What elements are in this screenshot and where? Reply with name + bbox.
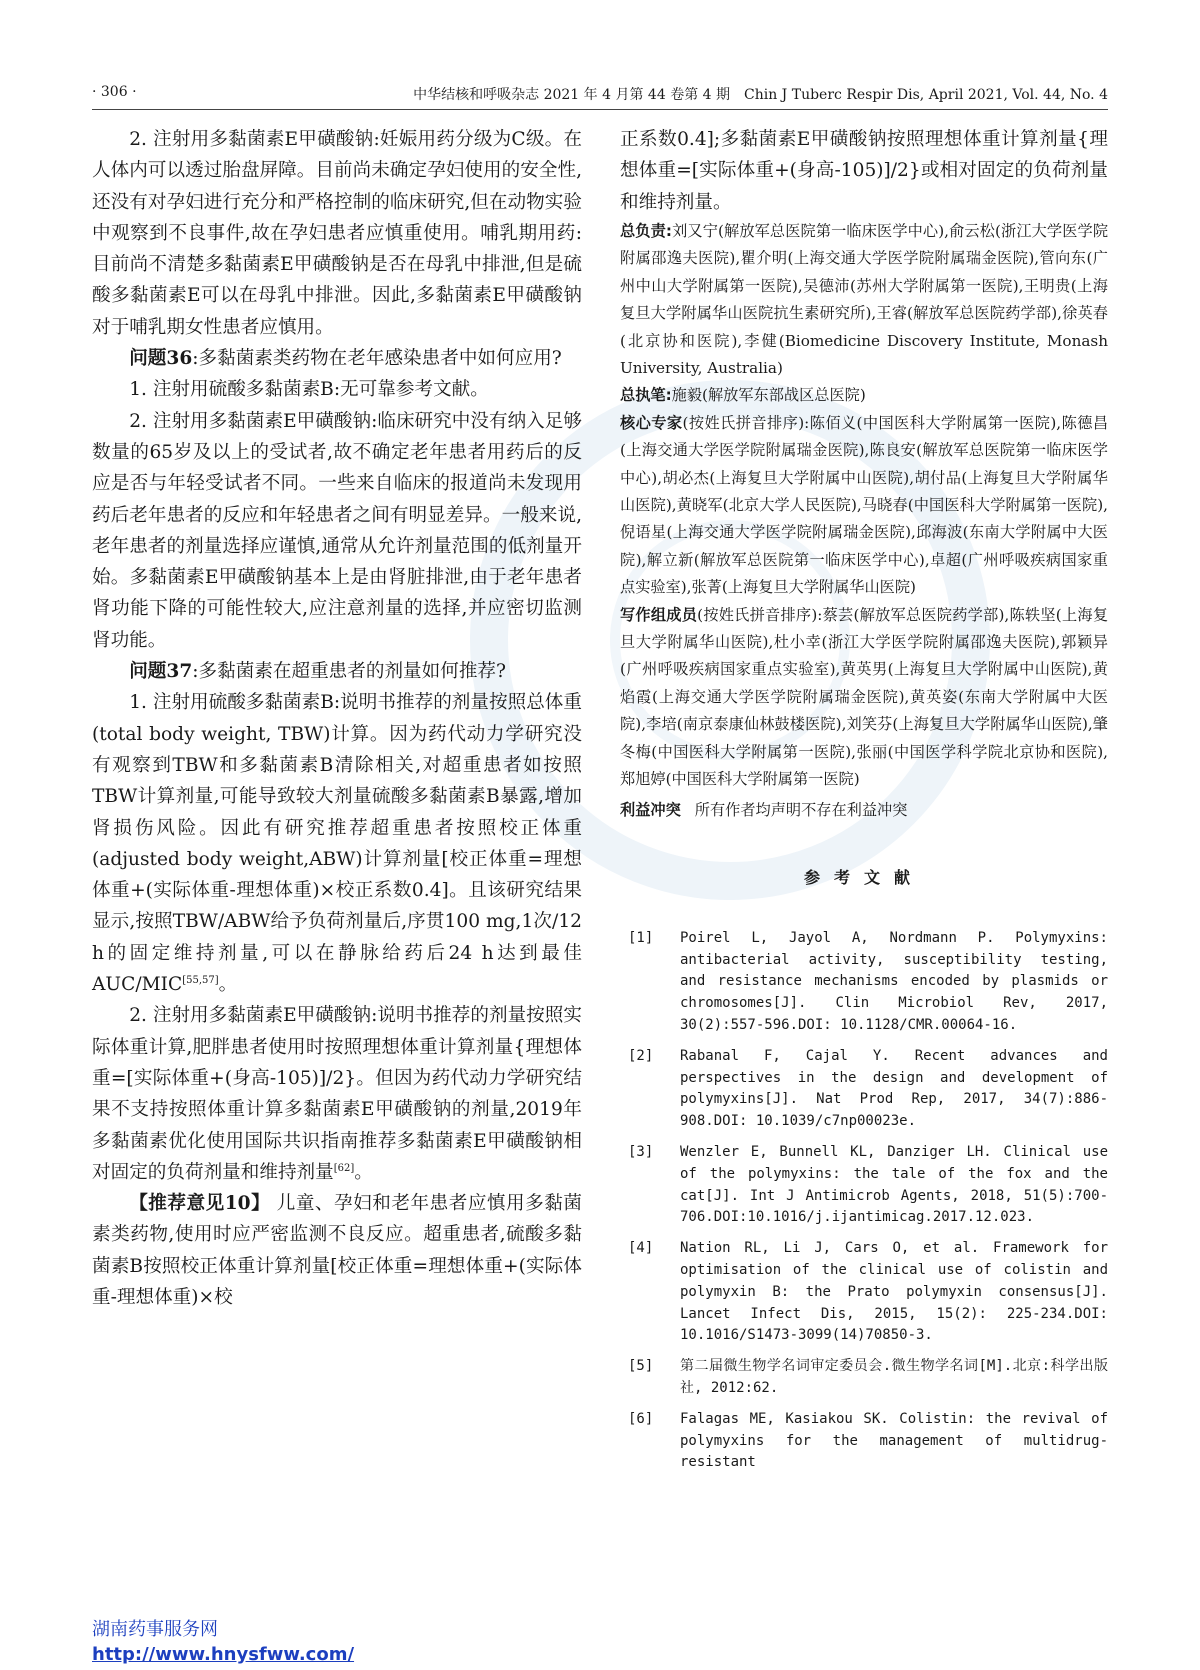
reference-text: Rabanal F, Cajal Y. Recent advances and perspectives in the design and development of polymyxins[J]. Nat Prod Rep, 2017, 34(7):886-908.DOI: 10.1039/c7np00023e.	[680, 1047, 1108, 1130]
question-36-label: 问题36	[129, 348, 193, 370]
chief-writer-text: 施毅(解放军东部战区总医院)	[671, 386, 866, 405]
core-experts	[620, 410, 1108, 602]
reference-text: Poirel L, Jayol A, Nordmann P. Polymyxins: antibacterial activity, susceptibility testing, and resistance mechanisms encoded by plasmids or chromosomes[J]. Clin Microbiol Rev, 2017, 30(2):557-596.DOI: 10.1128/CMR.00064-16.	[680, 929, 1108, 1034]
reference-number: [6]	[628, 1410, 654, 1427]
recommendation-10-continued: 正系数0.4];多黏菌素E甲磺酸钠按照理想体重计算剂量{理想体重=[实际体重+(身高-105)]/2}或相对固定的负荷剂量和维持剂量。	[620, 129, 1108, 213]
question-37-text: :多黏菌素在超重患者的剂量如何推荐?	[192, 661, 506, 683]
conflict-of-interest	[620, 797, 1108, 824]
question-37	[92, 656, 582, 687]
reference-number: [3]	[628, 1144, 654, 1160]
question-36	[92, 343, 582, 374]
paragraph-end-mark: 。	[218, 974, 238, 996]
core-experts-label: 核心专家	[620, 413, 683, 432]
recommendation-10	[92, 1188, 582, 1313]
writing-group	[620, 602, 1108, 794]
question-37-label: 问题37	[129, 661, 193, 683]
reference-text: 第二届微生物学名词审定委员会.微生物学名词[M].北京:科学出版社, 2012:62.	[680, 1358, 1108, 1396]
paragraph-elderly-colistimethate: 2. 注射用多黏菌素E甲磺酸钠:临床研究中没有纳入足够数量的65岁及以上的受试者,故不确定老年患者用药后的反应是否与年轻受试者不同。一些来自临床的报道尚未发现用药后老年患者的反应和年轻患者之间有明显差异。一般来说,老年患者的剂量选择应谨慎,通常从允许剂量范围的低剂量开始。多黏菌素E甲磺酸钠基本上是由肾脏排泄,由于老年患者肾功能下降的可能性较大,应注意剂量的选择,并应密切监测肾功能。	[92, 410, 582, 651]
paragraph-end-mark: 。	[354, 1161, 373, 1183]
question-36-text: :多黏菌素类药物在老年感染患者中如何应用?	[192, 348, 562, 370]
writing-group-text: (按姓氏拼音排序):蔡芸(解放军总医院药学部),陈轶坚(上海复旦大学附属华山医院),杜小幸(浙江大学医学院附属邵逸夫医院),郭颖异(广州呼吸疾病国家重点实验室),黄英男(上海复旦大学附属中山医院),黄焰霞(上海交通大学医学院附属瑞金医院),黄英姿(东南大学附属中大医院),李培(南京泰康仙林鼓楼医院),刘笑芬(上海复旦大学附属华山医院),肇冬梅(中国医科大学附属第一医院),张丽(中国医学科学院北京协和医院),郑旭婷(中国医科大学附属第一医院)	[620, 605, 1109, 789]
reference-text: Falagas ME, Kasiakou SK. Colistin: the revival of polymyxins for the management of multidrug-resistant	[680, 1410, 1108, 1471]
references-heading: 参考文献	[803, 867, 924, 887]
citation-62: [62]	[333, 1162, 355, 1174]
reference-list	[620, 928, 1108, 1474]
recommendation-10-text: 儿童、孕妇和老年患者应慎用多黏菌素类药物,使用时应严密监测不良反应。超重患者,硫酸多黏菌素B按照校正体重计算剂量[校正体重=理想体重+(实际体重-理想体重)×校	[92, 1193, 582, 1308]
page-header	[92, 80, 1108, 108]
paragraph-elderly-polymyxin-b: 1. 注射用硫酸多黏菌素B:无可靠参考文献。	[129, 379, 489, 401]
left-column	[92, 124, 582, 1313]
conflict-of-interest-text: 所有作者均声明不存在利益冲突	[694, 801, 908, 820]
site-url-link[interactable]: http://www.hnysfww.com/	[92, 1644, 355, 1665]
reference-text: Nation RL, Li J, Cars O, et al. Framework for optimisation of the clinical use of colistin and polymyxin B: the Prato polymyxin consensus[J]. Lancet Infect Dis, 2015, 15(2): 225-234.DOI: 10.1016/S1473-3099(14)70850-3.	[680, 1240, 1108, 1344]
paragraph-overweight-polymyxin-b-text: 1. 注射用硫酸多黏菌素B:说明书推荐的剂量按照总体重(total body weight, TBW)计算。因为药代动力学研究没有观察到TBW和多黏菌素B清除相关,对超重患者如按照TBW计算剂量,可能导致较大剂量硫酸多黏菌素B暴露,增加肾损伤风险。因此有研究推荐超重患者按照校正体重(adjusted body weight,ABW)计算剂量[校正体重=理想体重+(实际体重-理想体重)×校正系数0.4]。且该研究结果显示,按照TBW/ABW给予负荷剂量后,序贯100 mg,1次/12 h的固定维持剂量,可以在静脉给药后24 h达到最佳AUC/MIC	[92, 692, 582, 996]
chief-writer-label: 总执笔:	[620, 386, 672, 405]
reference-number: [1]	[628, 929, 654, 946]
chief-writer	[620, 382, 1108, 409]
paragraph-overweight-colistimethate-text: 2. 注射用多黏菌素E甲磺酸钠:说明书推荐的剂量按照实际体重计算,肥胖患者使用时按照理想体重计算剂量{理想体重=[实际体重+(身高-105)]/2}。但因为药代动力学研究结果不支持按照体重计算多黏菌素E甲磺酸钠的剂量,2019年多黏菌素优化使用国际共识指南推荐多黏菌素E甲磺酸钠相对固定的负荷剂量和维持剂量	[92, 1005, 582, 1183]
reference-item	[620, 1356, 1108, 1400]
reference-number: [4]	[628, 1240, 654, 1257]
chief-leads-text: 刘又宁(解放军总医院第一临床医学中心),俞云松(浙江大学医学院附属邵逸夫医院),瞿介明(上海交通大学医学院附属瑞金医院),管向东(广州中山大学附属第一医院),吴德沛(苏州大学附属第一医院),王明贵(上海复旦大学附属华山医院抗生素研究所),王睿(解放军总医院药学部),徐英春(北京协和医院),李健(Biomedicine Discovery Institute, Monash University, Australia)	[620, 221, 1109, 377]
reference-number: [2]	[628, 1047, 654, 1064]
site-name: 湖南药事服务网	[92, 1619, 218, 1640]
page-number: · 306 ·	[92, 84, 137, 100]
site-footer	[92, 1615, 354, 1665]
header-divider	[92, 109, 1108, 110]
paragraph-overweight-colistimethate	[92, 1000, 582, 1188]
conflict-of-interest-label: 利益冲突	[620, 801, 681, 820]
reference-item	[620, 1409, 1108, 1474]
chief-leads-label: 总负责:	[620, 221, 672, 240]
journal-citation: 中华结核和呼吸杂志 2021 年 4 月第 44 卷第 4 期 Chin J Tuberc Respir Dis, April 2021, Vol. 44, No. 4	[413, 87, 1108, 103]
paragraph-pregnancy: 2. 注射用多黏菌素E甲磺酸钠:妊娠用药分级为C级。在人体内可以透过胎盘屏障。目前尚未确定孕妇使用的安全性,还没有对孕妇进行充分和严格控制的临床研究,但在动物实验中观察到不良事件,故在孕妇患者应慎重使用。哺乳期用药:目前尚不清楚多黏菌素E甲磺酸钠是否在母乳中排泄,但是硫酸多黏菌素E可以在母乳中排泄。因此,多黏菌素E甲磺酸钠对于哺乳期女性患者应慎用。	[92, 129, 582, 338]
paragraph-overweight-polymyxin-b	[92, 687, 582, 1000]
reference-item	[620, 1238, 1108, 1347]
recommendation-10-label: 【推荐意见10】	[129, 1193, 271, 1215]
citation-55-57: [55,57]	[182, 974, 219, 986]
core-experts-text: (按姓氏拼音排序):陈佰义(中国医科大学附属第一医院),陈德昌(上海交通大学医学院附属瑞金医院),陈良安(解放军总医院第一临床医学中心),胡必杰(上海复旦大学附属中山医院),胡付品(上海复旦大学附属华山医院),黄晓军(北京大学人民医院),马晓春(中国医科大学附属第一医院),倪语星(上海交通大学医学院附属瑞金医院),邱海波(东南大学附属中大医院),解立新(解放军总医院第一临床医学中心),卓超(广州呼吸疾病国家重点实验室),张菁(上海复旦大学附属华山医院)	[620, 413, 1109, 597]
reference-item	[620, 1142, 1108, 1229]
reference-item	[620, 928, 1108, 1037]
reference-text: Wenzler E, Bunnell KL, Danziger LH. Clinical use of the polymyxins: the tale of the fox and the cat[J]. Int J Antimicrob Agents, 2018, 51(5):700-706.DOI:10.1016/j.ijantimicag.2017.12.023.	[680, 1144, 1108, 1226]
right-column	[620, 124, 1108, 1483]
chief-leads	[620, 218, 1108, 382]
writing-group-label: 写作组成员	[620, 605, 698, 624]
reference-item	[620, 1046, 1108, 1133]
reference-number: [5]	[628, 1358, 654, 1375]
